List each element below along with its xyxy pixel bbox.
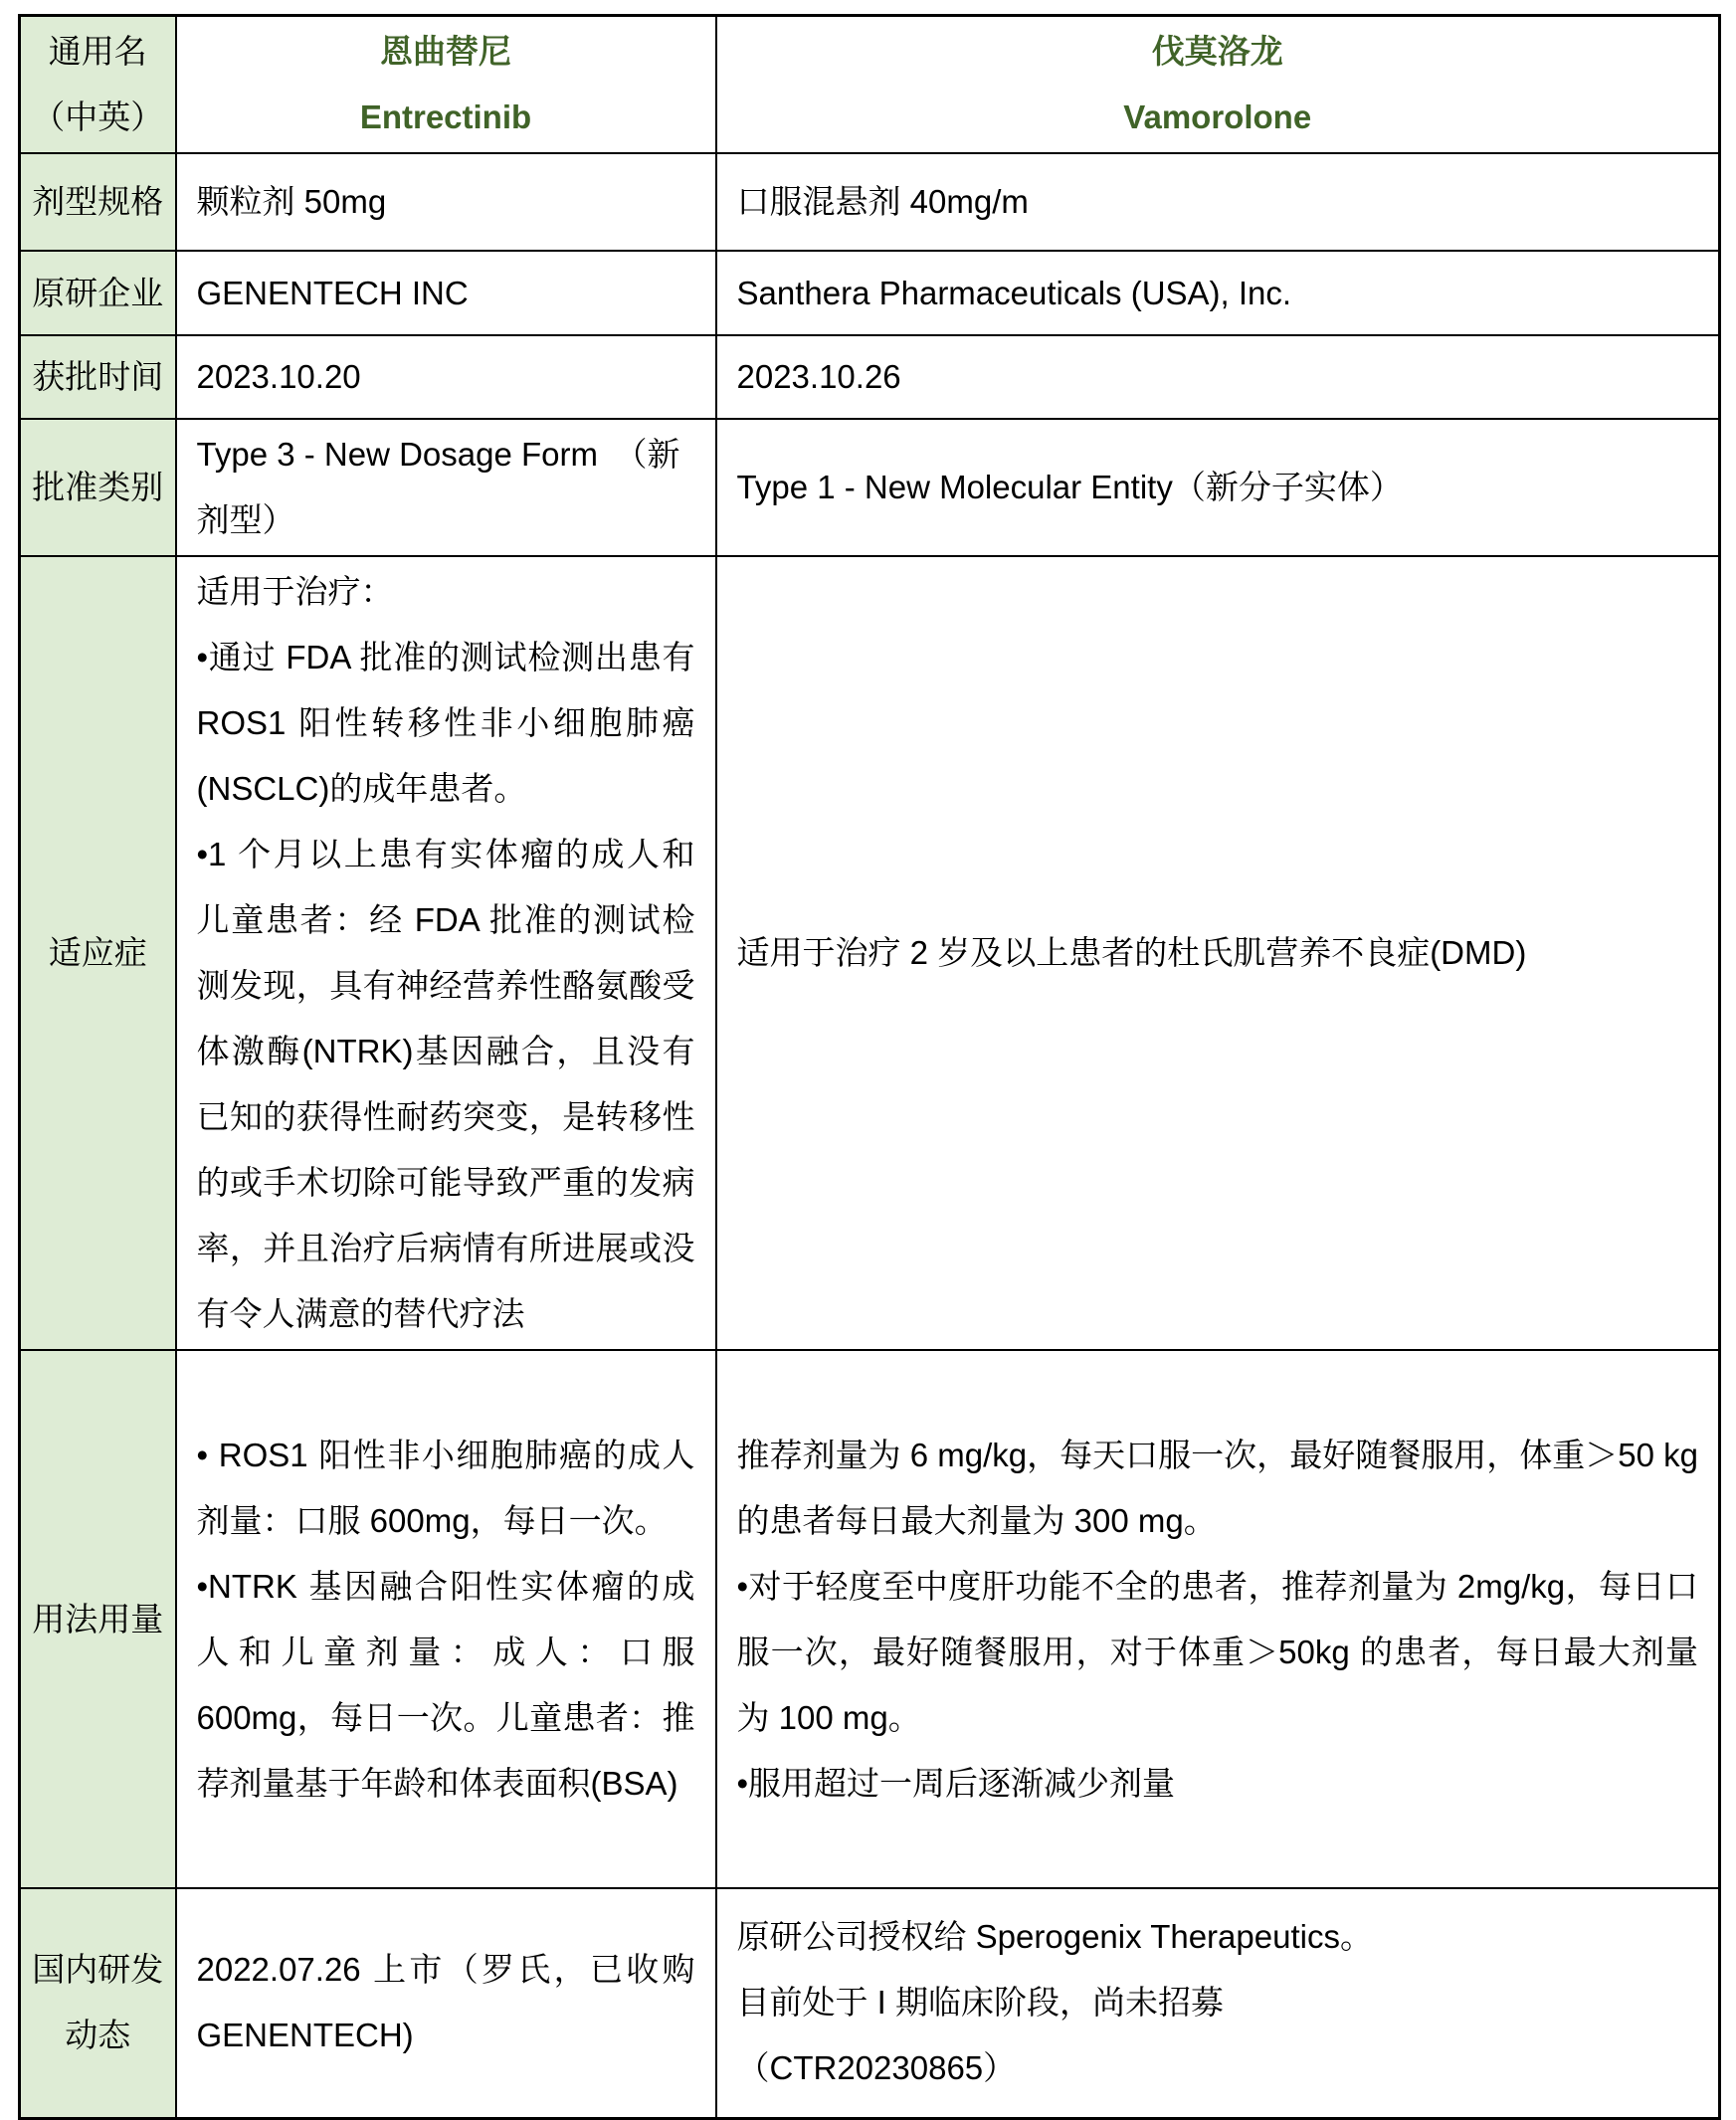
dosage-form-row [20,153,1720,251]
originator-drug1: GENENTECH INC [176,251,716,335]
text-line: （中英） [32,98,164,135]
indication-label: 适应症 [20,556,176,1350]
text-line: •服用超过一周后逐渐减少剂量 [736,1764,1176,1802]
text-line: 2022.07.26 上市（罗氏，已收购 GENENTECH) [196,1951,695,2054]
originator-drug2: Santhera Pharmaceuticals (USA), Inc. [716,251,1720,335]
originator-row [20,251,1720,335]
dosage-usage-drug2 [716,1350,1720,1888]
domestic-rd-label: 国内研发动态 [20,1888,176,2118]
text-line: 适用于治疗 2 岁及以上患者的杜氏肌营养不良症(DMD) [736,934,1527,971]
approval-type-row [20,419,1720,556]
dosage-form-label: 剂型规格 [20,153,176,251]
approval-date-row [20,335,1720,419]
dosage-usage-drug1 [176,1350,716,1888]
drug1-name-cell [176,16,716,154]
text-line: •通过 FDA 批准的测试检测出患有 ROS1 阳性转移性非小细胞肺癌(NSCLC)的成年患者。 [196,639,695,807]
dosage-form-drug1: 颗粒剂 50mg [176,153,716,251]
text-line: 恩曲替尼 [380,33,511,70]
text-line: Vamorolone [1123,98,1312,135]
dosage-usage-row [20,1350,1720,1888]
domestic-rd-drug1 [176,1888,716,2118]
indication-drug2 [716,556,1720,1350]
text-line: •1 个月以上患有实体瘤的成人和儿童患者：经 FDA 批准的测试检测发现，具有神经营养性酪氨酸受体激酶(NTRK)基因融合，且没有已知的获得性耐药突变，是转移性的或手术切除可能导致严重的发病率，并且治疗后病情有所进展或没有令人满意的替代疗法 [196,836,695,1332]
text-line: （CTR20230865） [736,2049,1017,2087]
text-line: •对于轻度至中度肝功能不全的患者，推荐剂量为 2mg/kg，每日口服一次，最好随餐服用，对于体重＞50kg 的患者，每日最大剂量为 100 mg。 [736,1567,1698,1736]
text-line: 适用于治疗： [196,573,394,610]
dosage-usage-label: 用法用量 [20,1350,176,1888]
text-line: Entrectinib [359,98,532,135]
text-line: • ROS1 阳性非小细胞肺癌的成人剂量：口服 600mg，每日一次。 [196,1436,695,1539]
text-line: 通用名 [48,33,147,70]
drug2-name-cell [716,16,1720,154]
approval-date-drug1: 2023.10.20 [176,335,716,419]
indication-drug1 [176,556,716,1350]
text-line: 伐莫洛龙 [1151,33,1283,70]
header-row [20,16,1720,154]
text-line: 原研公司授权给 Sperogenix Therapeutics。 [736,1918,1373,1956]
drug-comparison-table [18,14,1721,2120]
dosage-form-drug2: 口服混悬剂 40mg/m [716,153,1720,251]
domestic-rd-row [20,1888,1720,2118]
text-line: •NTRK 基因融合阳性实体瘤的成人和儿童剂量：成人：口服 600mg，每日一次。儿童患者：推荐剂量基于年龄和体表面积(BSA) [196,1567,695,1802]
approval-date-label: 获批时间 [20,335,176,419]
text-line: 目前处于 I 期临床阶段，尚未招募 [736,1984,1225,2022]
approval-type-drug2: Type 1 - New Molecular Entity（新分子实体） [716,419,1720,556]
header-label-cell [20,16,176,154]
approval-type-drug1: Type 3 - New Dosage Form （新剂型） [176,419,716,556]
approval-type-label: 批准类别 [20,419,176,556]
text-line: 推荐剂量为 6 mg/kg，每天口服一次，最好随餐服用，体重＞50 kg 的患者每日最大剂量为 300 mg。 [736,1436,1698,1539]
domestic-rd-drug2 [716,1888,1720,2118]
originator-label: 原研企业 [20,251,176,335]
indication-row [20,556,1720,1350]
approval-date-drug2: 2023.10.26 [716,335,1720,419]
